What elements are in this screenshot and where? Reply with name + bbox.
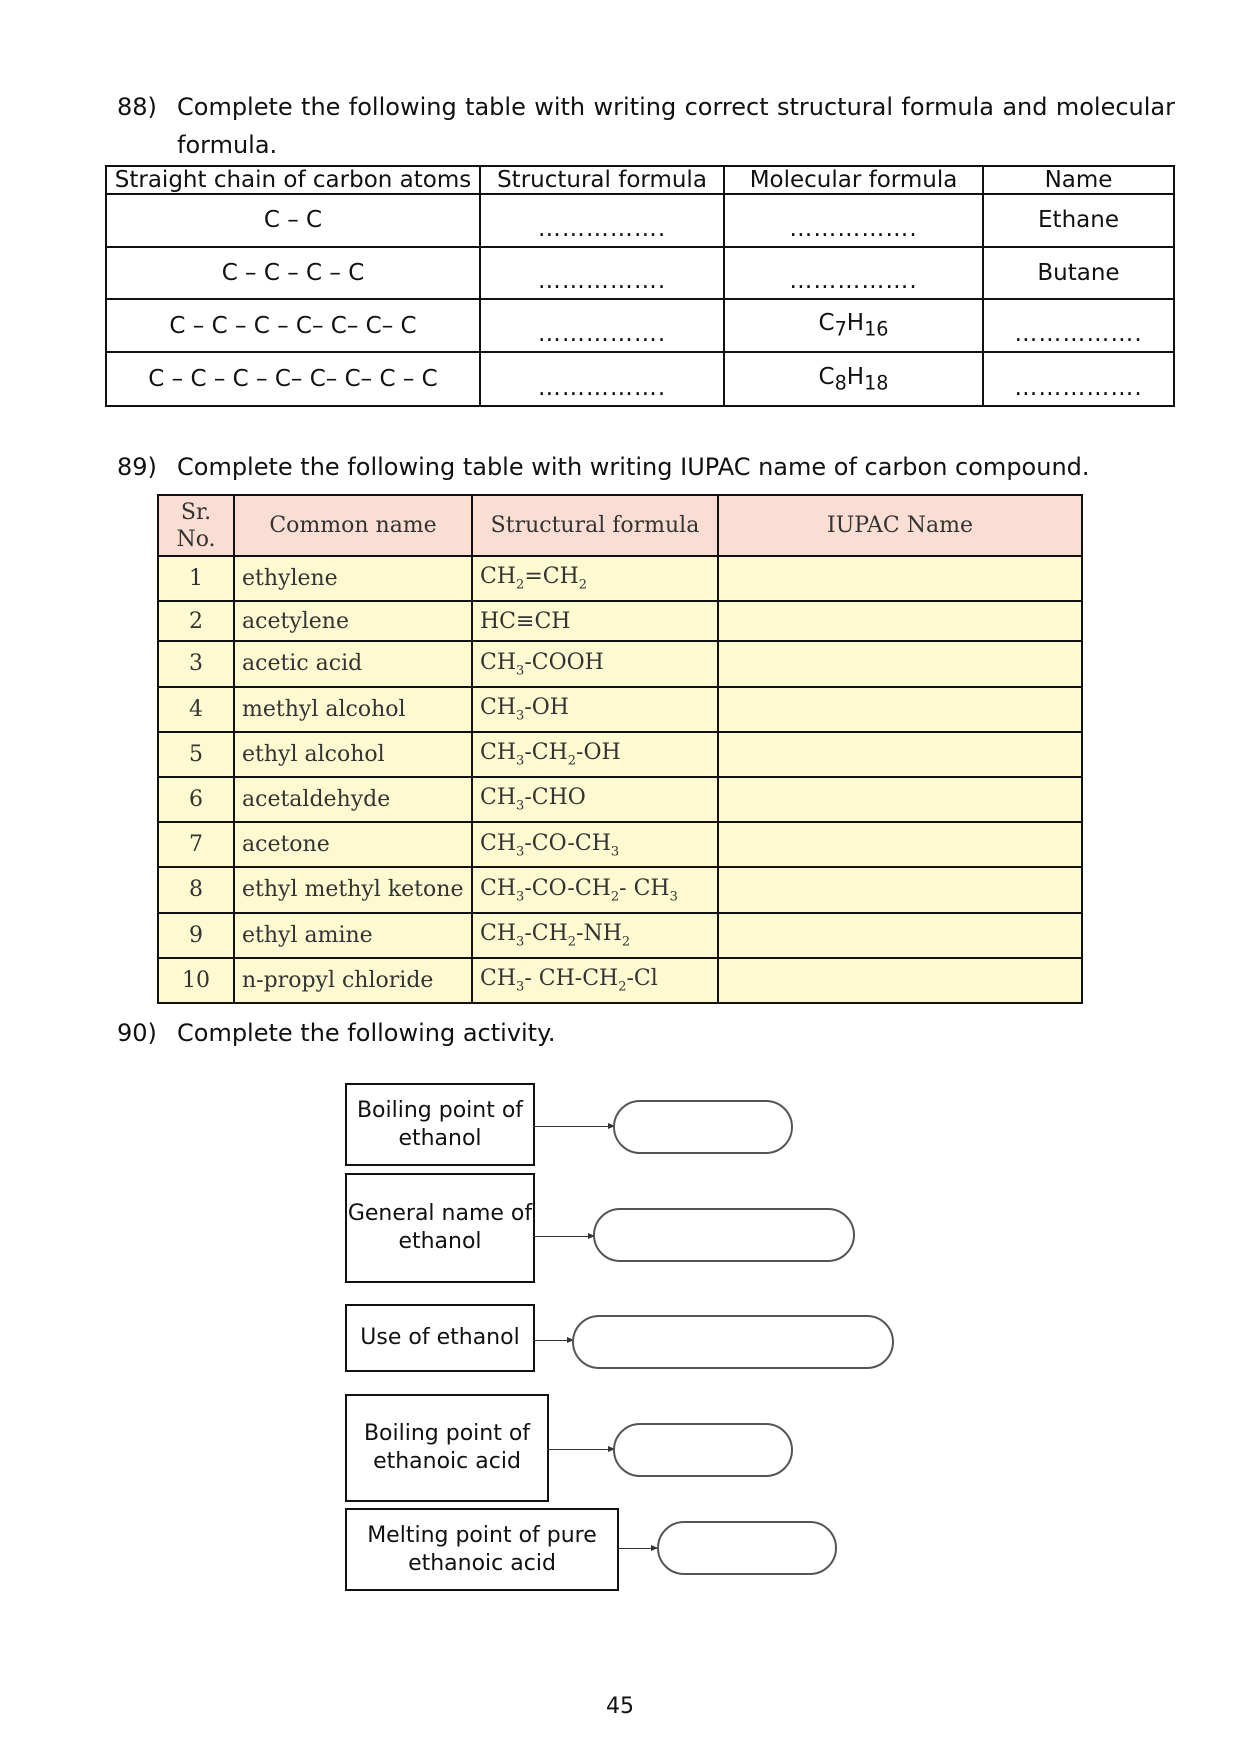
common-name-cell: methyl alcohol: [234, 687, 472, 732]
header-name: Name: [983, 166, 1174, 194]
table-row: [158, 777, 1082, 822]
activity-arrow-5: [617, 1548, 657, 1549]
name-blank[interactable]: …………….: [983, 299, 1174, 352]
structural-blank[interactable]: …………….: [480, 299, 724, 352]
question-88-text: Complete the following table with writing correct structural formula and molecular formula.: [177, 93, 1175, 159]
iupac-name-blank[interactable]: [718, 641, 1082, 686]
common-name-cell: acetaldehyde: [234, 777, 472, 822]
question-90-text: Complete the following activity.: [177, 1019, 556, 1047]
table-row: [158, 867, 1082, 912]
sr-no-cell: 9: [158, 913, 234, 958]
name-cell: Ethane: [983, 194, 1174, 247]
header-iupac-name: IUPAC Name: [718, 495, 1082, 556]
activity-answer-use-of-ethanol[interactable]: [572, 1315, 894, 1369]
iupac-name-blank[interactable]: [718, 732, 1082, 777]
iupac-name-blank[interactable]: [718, 777, 1082, 822]
question-89-number: 89): [117, 453, 157, 481]
header-structural-formula: Structural formula: [472, 495, 718, 556]
iupac-name-blank[interactable]: [718, 556, 1082, 601]
table-row: [106, 247, 1174, 300]
sr-no-cell: 3: [158, 641, 234, 686]
iupac-name-blank[interactable]: [718, 601, 1082, 641]
molecular-blank[interactable]: …………….: [724, 247, 983, 300]
table-header-row: [106, 166, 1174, 194]
sr-no-cell: 6: [158, 777, 234, 822]
table-row: [158, 732, 1082, 777]
chain-cell: C – C – C – C– C– C– C: [106, 299, 480, 352]
common-name-cell: n-propyl chloride: [234, 958, 472, 1003]
table-header-row: [158, 495, 1082, 556]
table-row: [158, 641, 1082, 686]
table-row: [106, 194, 1174, 247]
common-name-cell: ethylene: [234, 556, 472, 601]
activity-arrow-4: [547, 1449, 614, 1450]
common-name-cell: ethyl alcohol: [234, 732, 472, 777]
carbon-chain-table: [105, 165, 1175, 407]
structural-formula-cell: $CH_3-CH_2-OH$: [472, 732, 718, 777]
question-90-number: 90): [117, 1019, 157, 1047]
iupac-name-blank[interactable]: [718, 687, 1082, 732]
header-common-name: Common name: [234, 495, 472, 556]
header-sr-no: Sr. No.: [158, 495, 234, 556]
table-row: [106, 352, 1174, 406]
activity-arrow-2: [533, 1236, 594, 1237]
chain-cell: C – C – C – C– C– C– C – C: [106, 352, 480, 406]
structural-blank[interactable]: …………….: [480, 352, 724, 406]
chain-cell: C – C – C – C: [106, 247, 480, 300]
table-row: [158, 687, 1082, 732]
iupac-name-blank[interactable]: [718, 913, 1082, 958]
molecular-formula-cell: $C_8H_{18}$: [724, 352, 983, 406]
activity-box-melting-point-ethanoic-acid: Melting point of pure ethanoic acid: [345, 1508, 619, 1591]
structural-formula-cell: $CH_3-OH$: [472, 687, 718, 732]
activity-answer-general-name-ethanol[interactable]: [593, 1208, 855, 1262]
table-row: [158, 601, 1082, 641]
common-name-cell: acetone: [234, 822, 472, 867]
header-molecular: Molecular formula: [724, 166, 983, 194]
structural-formula-cell: $CH_3-CO-CH_2-$ $CH_3$: [472, 867, 718, 912]
activity-box-boiling-point-ethanoic-acid: Boiling point of ethanoic acid: [345, 1394, 549, 1502]
structural-formula-cell: $CH_3$-CHO: [472, 777, 718, 822]
activity-answer-melting-point-ethanoic-acid[interactable]: [657, 1521, 837, 1575]
question-88-number: 88): [117, 93, 157, 121]
structural-blank[interactable]: …………….: [480, 194, 724, 247]
iupac-table: [157, 494, 1083, 1004]
activity-answer-boiling-point-ethanol[interactable]: [613, 1100, 793, 1154]
name-blank[interactable]: …………….: [983, 352, 1174, 406]
sr-no-cell: 10: [158, 958, 234, 1003]
sr-no-cell: 8: [158, 867, 234, 912]
header-structural: Structural formula: [480, 166, 724, 194]
sr-no-cell: 5: [158, 732, 234, 777]
question-89-text: Complete the following table with writing IUPAC name of carbon compound.: [177, 453, 1090, 481]
structural-formula-cell: HC≡CH: [472, 601, 718, 641]
common-name-cell: acetylene: [234, 601, 472, 641]
chain-cell: C – C: [106, 194, 480, 247]
activity-box-use-of-ethanol: Use of ethanol: [345, 1304, 535, 1372]
sr-no-cell: 1: [158, 556, 234, 601]
sr-no-cell: 7: [158, 822, 234, 867]
common-name-cell: ethyl methyl ketone: [234, 867, 472, 912]
table-row: [158, 556, 1082, 601]
table-row: [158, 913, 1082, 958]
sr-no-cell: 2: [158, 601, 234, 641]
table-row: [106, 299, 1174, 352]
activity-arrow-1: [533, 1126, 614, 1127]
structural-formula-cell: $CH_2=CH_2$: [472, 556, 718, 601]
activity-answer-boiling-point-ethanoic-acid[interactable]: [613, 1423, 793, 1477]
structural-formula-cell: $CH_3-$ $CH-CH_2-Cl$: [472, 958, 718, 1003]
header-chain: Straight chain of carbon atoms: [106, 166, 480, 194]
structural-formula-cell: $CH_3$-COOH: [472, 641, 718, 686]
page-number: 45: [606, 1694, 634, 1719]
sr-no-cell: 4: [158, 687, 234, 732]
table-row: [158, 822, 1082, 867]
common-name-cell: acetic acid: [234, 641, 472, 686]
structural-formula-cell: $CH_3-CH_2-NH_2$: [472, 913, 718, 958]
table-row: [158, 958, 1082, 1003]
iupac-name-blank[interactable]: [718, 867, 1082, 912]
iupac-name-blank[interactable]: [718, 822, 1082, 867]
structural-blank[interactable]: …………….: [480, 247, 724, 300]
structural-formula-cell: $CH_3-CO-CH_3$: [472, 822, 718, 867]
activity-box-general-name-ethanol: General name of ethanol: [345, 1173, 535, 1283]
name-cell: Butane: [983, 247, 1174, 300]
molecular-blank[interactable]: …………….: [724, 194, 983, 247]
common-name-cell: ethyl amine: [234, 913, 472, 958]
activity-box-boiling-point-ethanol: Boiling point of ethanol: [345, 1083, 535, 1166]
activity-arrow-3: [533, 1340, 573, 1341]
molecular-formula-cell: $C_7H_{16}$: [724, 299, 983, 352]
iupac-name-blank[interactable]: [718, 958, 1082, 1003]
